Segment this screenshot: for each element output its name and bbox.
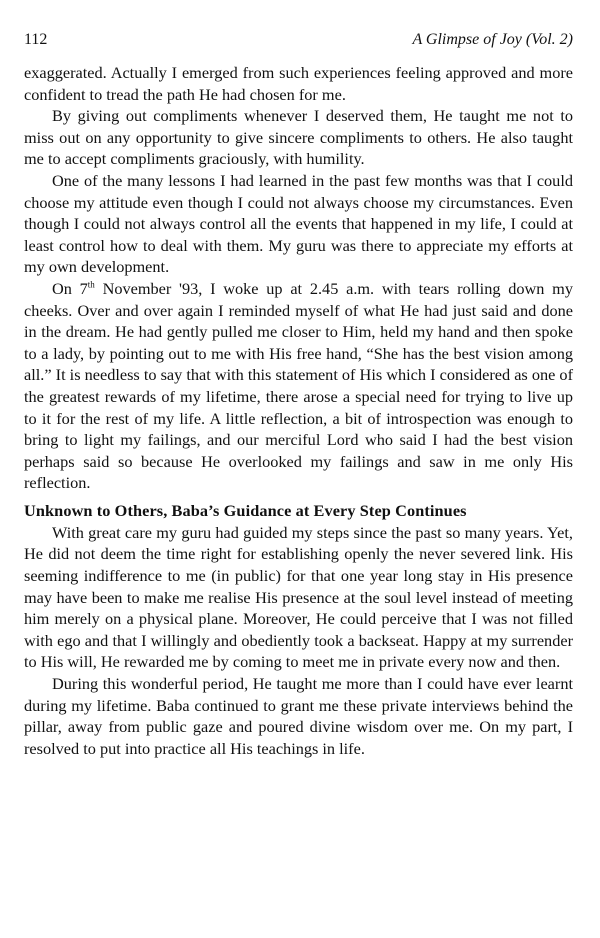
ordinal-superscript: th	[87, 279, 95, 290]
section-heading: Unknown to Others, Baba’s Guidance at Every Step Continues	[24, 500, 467, 520]
paragraph: During this wonderful period, He taught me more than I could have ever learnt during my lifetime. Baba continued to grant me these private interviews behind the pillar, away from public gaze and poured divine wisdom over me. On my part, I resolved to put into practice all His teachings in life.	[24, 674, 573, 758]
paragraph: exaggerated. Actually I emerged from such experiences feeling approved and more confident to tread the path He had chosen for me.	[24, 63, 573, 104]
paragraph: One of the many lessons I had learned in the past few months was that I could choose my attitude even though I could not always choose my circumstances. Even though I could not always control all the events that happened in my life, I could at least control how to deal with them. My guru was there to appreciate my efforts at my own development.	[24, 170, 573, 277]
page-header	[24, 30, 573, 50]
paragraph: With great care my guru had guided my steps since the past so many years. Yet, He did not deem the time right for establishing openly the never severed link. His seeming indifference to me (in public) for that one year long stay in His presence may have been to make me realise His presence at the soul level instead of meeting him merely on a physical plane. Moreover, He could perceive that I was not filled with ego and that I willingly and obediently took a backseat. Happy at my surrender to His will, He rewarded me by coming to meet me in private every now and then.	[24, 522, 573, 672]
page-number: 112	[24, 31, 48, 48]
dated-paragraph	[24, 278, 573, 494]
date-lead: On 7	[52, 278, 88, 298]
running-title: A Glimpse of Joy (Vol. 2)	[412, 31, 573, 48]
paragraph: By giving out compliments whenever I deserved them, He taught me not to miss out on any opportunity to give sincere compliments to others. He also taught me to accept compliments graciously, with humility.	[24, 106, 573, 169]
body-text	[24, 62, 573, 759]
date-rest: November '93, I woke up at 2.45 a.m. with tears rolling down my cheeks. Over and over again I reminded myself of what He had just said and done in the dream. He had gently pulled me closer to Him, held my hand and then spoke to a lady, by pointing out to me with His free hand, “She has the best vision among all.” It is needless to say that with this statement of His which I considered as one of the greatest rewards of my lifetime, there arose a special need for trying to live up to it for the rest of my life. A little reflection, a bit of introspection was enough to bring to light my failings, and our merciful Lord who said I had the best vision perhaps said so because He overlooked my failings and saw in me only His reflection.	[24, 278, 573, 493]
